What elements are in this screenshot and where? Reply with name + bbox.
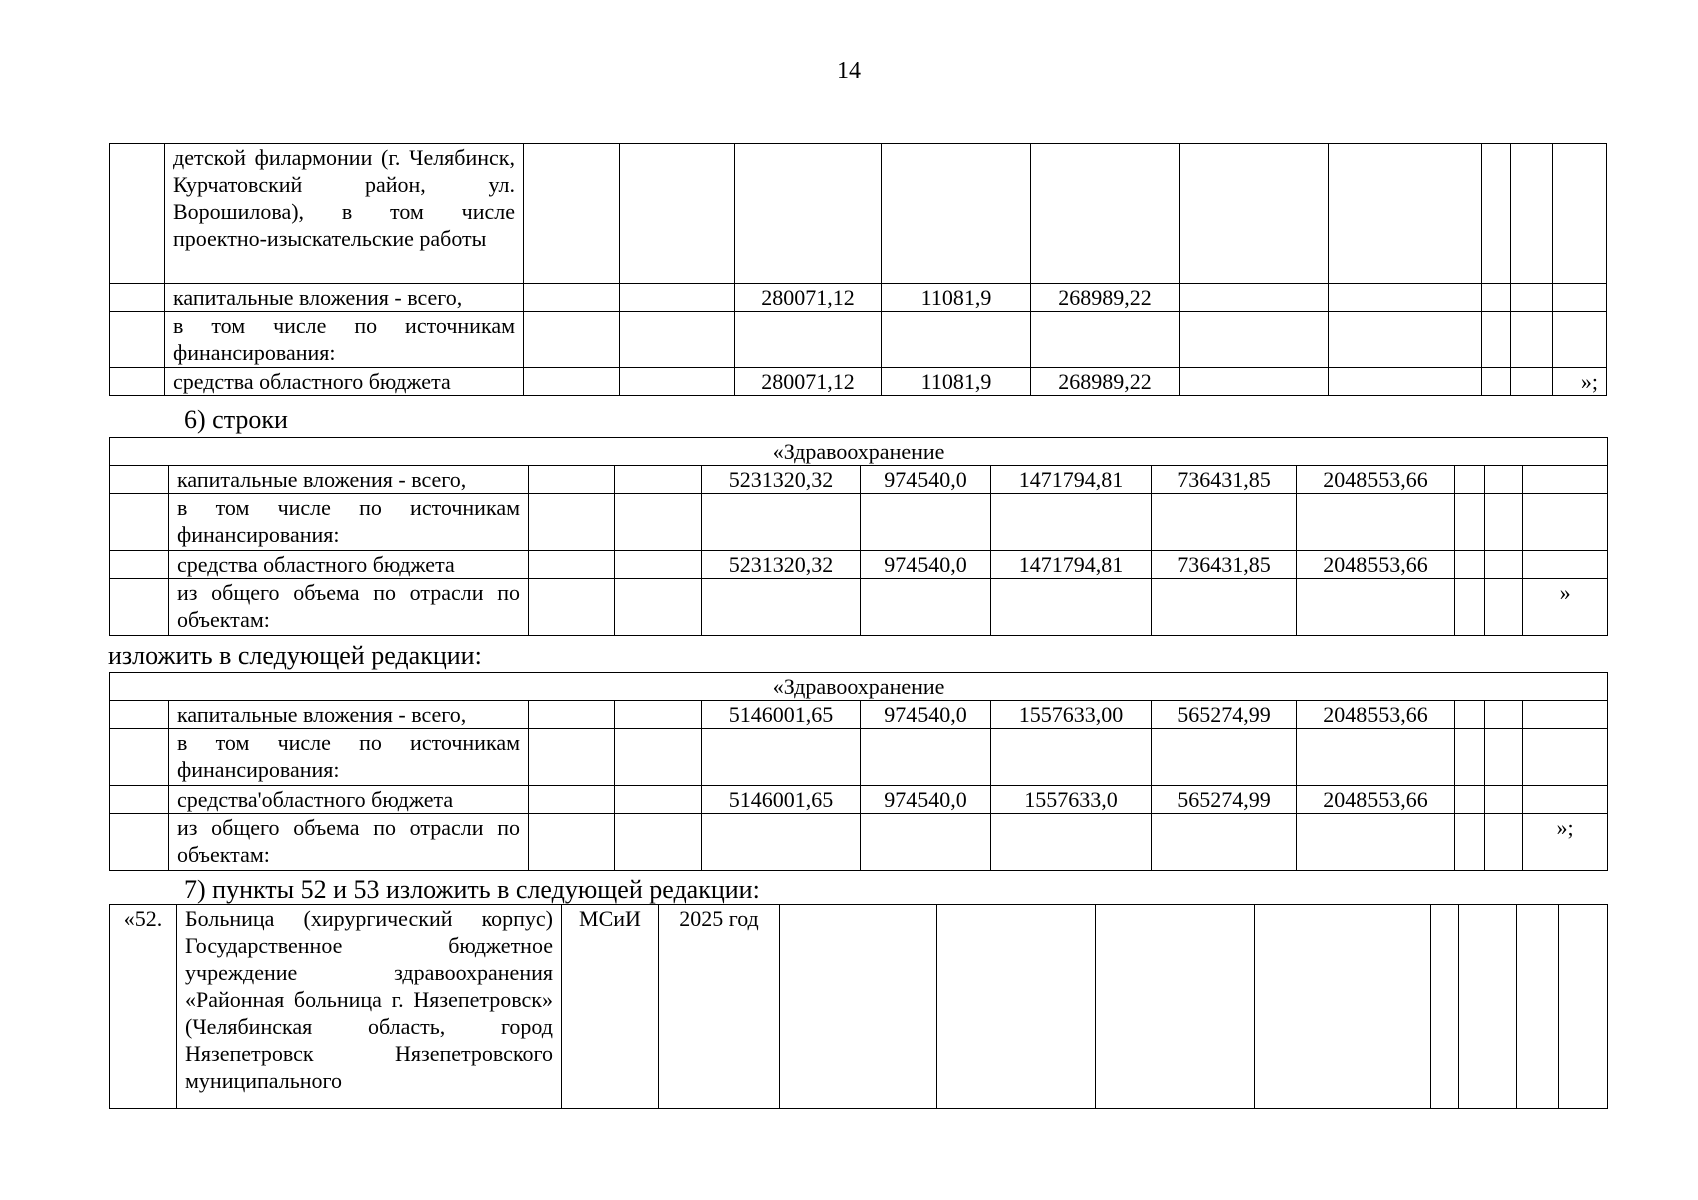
value-cell: 736431,85 — [1152, 551, 1297, 579]
customer-cell: МСиИ — [562, 905, 659, 1109]
section-title: «Здравоохранение — [110, 673, 1608, 701]
row-label: капитальные вложения - всего, — [169, 466, 529, 494]
object-description: Больница (хирургический корпус) Государственное бюджетное учреждение здравоохранения «Районная больница г. Нязепетровск» (Челябинская область, город Нязепетровск Нязепетровского муниципального — [177, 905, 562, 1109]
row-label: капитальные вложения - всего, — [169, 701, 529, 729]
row-label: средства'областного бюджета — [169, 786, 529, 814]
table-row — [110, 494, 1608, 551]
paragraph-item-6: 6) строки — [184, 405, 288, 434]
table-row — [110, 368, 1607, 396]
value-cell: 280071,12 — [735, 368, 882, 396]
value-cell: 5146001,65 — [702, 786, 861, 814]
year-cell: 2025 год — [659, 905, 780, 1109]
value-cell: 1471794,81 — [991, 466, 1152, 494]
table-row — [110, 729, 1608, 786]
value-cell: 2048553,66 — [1297, 466, 1455, 494]
value-cell: 974540,0 — [861, 786, 991, 814]
value-cell: 974540,0 — [861, 701, 991, 729]
row-label: в том числе по источникам финансирования: — [169, 729, 529, 786]
value-cell: 5231320,32 — [702, 466, 861, 494]
value-cell: 11081,9 — [882, 368, 1031, 396]
value-cell: 2048553,66 — [1297, 786, 1455, 814]
table-row — [110, 312, 1607, 368]
table-new-version — [109, 672, 1608, 871]
value-cell: 565274,99 — [1152, 701, 1297, 729]
closing-mark: »; — [1523, 814, 1608, 871]
value-cell: 1557633,00 — [991, 701, 1152, 729]
table-row — [110, 466, 1608, 494]
row-label: в том числе по источникам финансирования: — [169, 494, 529, 551]
row-label: капитальные вложения - всего, — [165, 284, 524, 312]
table-row — [110, 284, 1607, 312]
closing-mark: » — [1523, 579, 1608, 636]
paragraph-new-edition: изложить в следующей редакции: — [108, 641, 482, 670]
value-cell: 280071,12 — [735, 284, 882, 312]
table-row — [110, 579, 1608, 636]
value-cell: 5231320,32 — [702, 551, 861, 579]
table-row — [110, 814, 1608, 871]
table-continuation — [109, 143, 1607, 396]
table-row — [110, 551, 1608, 579]
value-cell: 11081,9 — [882, 284, 1031, 312]
row-label: в том числе по источникам финансирования: — [165, 312, 524, 368]
value-cell: 1557633,0 — [991, 786, 1152, 814]
row-label: из общего объема по отрасли по объектам: — [169, 814, 529, 871]
value-cell: 974540,0 — [861, 551, 991, 579]
object-description: детской филармонии (г. Челябинск, Курчатовский район, ул. Ворошилова), в том числе проектно-изыскательские работы — [165, 144, 524, 284]
row-label: из общего объема по отрасли по объектам: — [169, 579, 529, 636]
row-label: средства областного бюджета — [169, 551, 529, 579]
value-cell: 565274,99 — [1152, 786, 1297, 814]
value-cell: 2048553,66 — [1297, 701, 1455, 729]
table-section-row — [110, 673, 1608, 701]
table-row — [110, 701, 1608, 729]
row-label: средства областного бюджета — [165, 368, 524, 396]
table-section-row — [110, 438, 1608, 466]
value-cell: 5146001,65 — [702, 701, 861, 729]
value-cell: 2048553,66 — [1297, 551, 1455, 579]
value-cell: 1471794,81 — [991, 551, 1152, 579]
value-cell: 736431,85 — [1152, 466, 1297, 494]
item-number: «52. — [110, 905, 177, 1109]
paragraph-item-7: 7) пункты 52 и 53 изложить в следующей редакции: — [184, 875, 760, 904]
value-cell: 974540,0 — [861, 466, 991, 494]
table-row — [110, 786, 1608, 814]
table-old-version — [109, 437, 1608, 636]
row-number-cell — [110, 144, 165, 284]
value-cell: 268989,22 — [1031, 284, 1180, 312]
table-row — [110, 905, 1608, 1109]
value-cell: 268989,22 — [1031, 368, 1180, 396]
page-number: 14 — [837, 58, 861, 84]
closing-mark — [1553, 284, 1607, 312]
table-items-52-53 — [109, 904, 1608, 1109]
closing-mark: »; — [1553, 368, 1607, 396]
table-row — [110, 144, 1607, 284]
section-title: «Здравоохранение — [110, 438, 1608, 466]
